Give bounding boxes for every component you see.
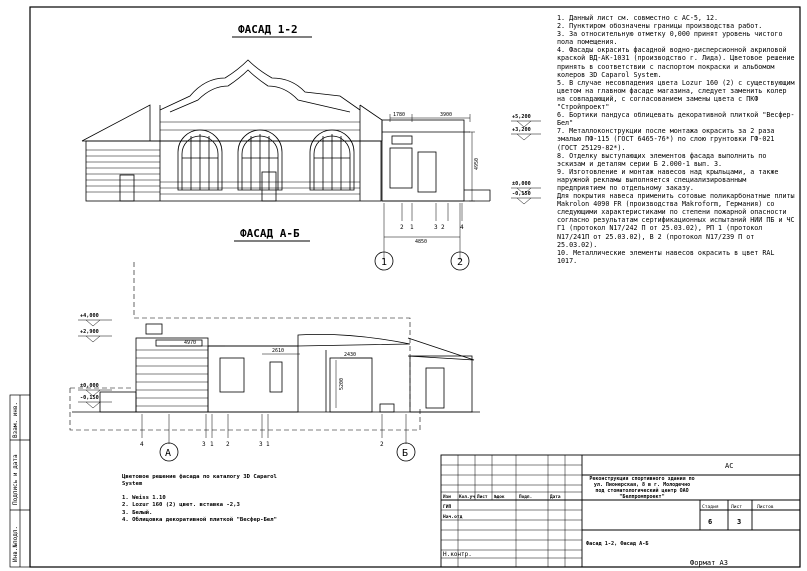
level-gnd-ab: -0,150	[80, 395, 99, 401]
callout-ab-g: 2	[380, 441, 384, 448]
callout-ab-a: 4	[140, 441, 144, 448]
facade-12-building	[82, 60, 490, 201]
facade-ab-building	[72, 324, 480, 412]
note-10: 10. Металлические элементы навесов окрасить в цвет RAL 1017.	[557, 248, 775, 265]
dim-4970: 4970	[184, 340, 197, 346]
level-top-12: +5,200	[512, 114, 531, 120]
stamp-h-list: Лист	[477, 495, 488, 500]
note-4: 4. Фасады окрасить фасадной водно-дисперсионной акриловой краской ВД-АК-1031 (производство г. Лида). Цветовое решение принять в соответствии с паспортом покраски и альбомом колеров 3D Caparol System.	[557, 46, 795, 79]
callout-leaders-ab	[142, 414, 382, 438]
sheet-number: 6	[708, 518, 713, 526]
title-facade-12: ФАСАД 1-2	[238, 23, 298, 36]
stamp-stadiya: Стадия	[702, 505, 719, 510]
dim-2430: 2430	[344, 352, 357, 358]
arched-window-left	[178, 130, 222, 190]
dim-4950: 4950	[474, 157, 480, 170]
arched-window-center	[238, 130, 282, 190]
stamp-list: Лист	[731, 505, 743, 510]
legend-item-1: 1. Weiss 1.10	[122, 494, 166, 501]
callout-12-a: 2	[400, 224, 404, 231]
level-low-12: ±0,000	[512, 181, 531, 187]
level-mid-ab: +2,900	[80, 329, 99, 335]
stamp-h-podp: Подп.	[519, 495, 533, 500]
dim-2610: 2610	[272, 348, 285, 354]
note-2: 2. Пунктиром обозначены границы производства работ.	[557, 22, 763, 31]
dim-3900: 3900	[440, 112, 453, 118]
level-mid-12: +3,200	[512, 127, 531, 133]
stamp-h-data: Дата	[550, 495, 561, 500]
legend-title: Цветовое решение фасада по каталогу 3D Caparol System	[122, 474, 277, 488]
callout-12-d: 2	[441, 224, 445, 231]
side-stamp-podl: Инв.№подл.	[12, 525, 19, 562]
note-9: 9. Изготовление и монтаж навесов над крыльцами, а также наружной рекламы выполняется специализированным предприятием по отдельному заказу.	[557, 167, 779, 192]
stamp-h-ndok: №док	[494, 495, 505, 500]
note-9b: Для покрытия навеса применить сотовые поликарбонатные плиты Makrolon 4090 FR (производства Makroform, Германия) со следующими характеристиками по степени пожарной опасности согласно результатам сертификационных испытаний НИИ ПБ и ЧС Г1 (протокол N17/242 П от 25.03.02), РП 1 (протокол N17/241П от 25.03.02), В 2 (протокол N17/239 П от 25.03.02).	[557, 192, 795, 249]
note-7: 7. Металлоконструкции после монтажа окрасить за 2 раза эмалью ПФ-115 (ГОСТ 6465-76*) по слою грунтовки ГФ-021 (ГОСТ 25129-82*).	[557, 127, 775, 152]
color-legend	[122, 474, 282, 524]
project-name: Реконструкция спортивного здания по ул. Пионерская, 8 в г. Молодечно под стоматологический центр ОАО "Белпромпроект"	[589, 476, 695, 500]
legend-item-2: 2. Lozur 160 (2) цвет. вставка -2,3	[122, 502, 240, 509]
dims-facade-ab	[170, 346, 372, 408]
note-3: 3. За относительную отметку 0,000 принят уровень чистого пола помещения.	[557, 30, 783, 47]
stamp-h-izm: Изм	[443, 495, 451, 500]
dim-5200: 5200	[339, 377, 345, 390]
level-gnd-12: -0,150	[512, 191, 531, 197]
axis-label-b: Б	[402, 448, 409, 459]
general-notes	[557, 14, 795, 265]
stamp-nkontr: Н.контр.	[443, 551, 472, 558]
callout-ab-d: 2	[226, 441, 230, 448]
legend-item-3: 3. Белый.	[122, 509, 153, 516]
axis-label-a: А	[165, 448, 172, 459]
stamp-h-kol: Кол.уч	[459, 495, 475, 500]
drawing-name: Фасад 1-2, Фасад А-Б	[586, 541, 649, 547]
level-top-ab: +4,000	[80, 313, 99, 319]
format-label: Формат А3	[690, 559, 728, 567]
door-left	[120, 175, 134, 201]
callout-12-c: 3	[434, 224, 438, 231]
title-block	[441, 455, 800, 567]
title-facade-ab: ФАСАД А-Б	[240, 227, 300, 240]
callout-ab-f: 1	[266, 441, 270, 448]
axis-label-1: 1	[381, 257, 388, 268]
legend-item-4: 4. Облицовка декоративной плиткой "Весфер-Бел"	[122, 517, 277, 524]
level-low-ab: ±0,000	[80, 383, 99, 389]
callout-12-b: 1	[410, 224, 414, 231]
stamp-row-gip: ГИП	[443, 505, 452, 510]
sheets-total: 3	[737, 518, 742, 526]
callout-leaders-12	[402, 203, 462, 221]
note-5: 5. В случае несовпадения цвета Lozur 160 (2) с существующим цветом на главном фасаде магазина, следует заменить колер на совпадающий, с согласованием замены цвета с ПКФ "Стройпроект"	[557, 78, 795, 112]
note-1: 1. Данный лист см. совместно с АС-5, 12.	[557, 14, 719, 22]
note-8: 8. Отделку выступающих элементов фасада выполнить по эскизам и деталям серии Б 2.000-1 вып. 3.	[557, 151, 767, 168]
arched-window-right	[310, 130, 354, 190]
stamp-row-nach: Нач.отд	[443, 515, 463, 520]
stamp-listov: Листов	[757, 505, 774, 510]
side-stamp-inv: Взам. инв.	[12, 401, 19, 438]
side-stamp-sign: Подпись и дата	[12, 454, 19, 505]
dim-1780: 1780	[393, 112, 406, 118]
sheet-code: АС	[725, 462, 734, 470]
callout-ab-b: 3	[202, 441, 206, 448]
dim-span-12: 4850	[415, 239, 428, 245]
callout-12-e: 4	[460, 224, 464, 231]
callout-ab-e: 3	[259, 441, 263, 448]
note-6: 6. Бортики пандуса облицевать декоративной плиткой "Весфер-Бел"	[557, 111, 795, 128]
callout-ab-c: 1	[210, 441, 214, 448]
axis-label-2: 2	[457, 257, 464, 268]
